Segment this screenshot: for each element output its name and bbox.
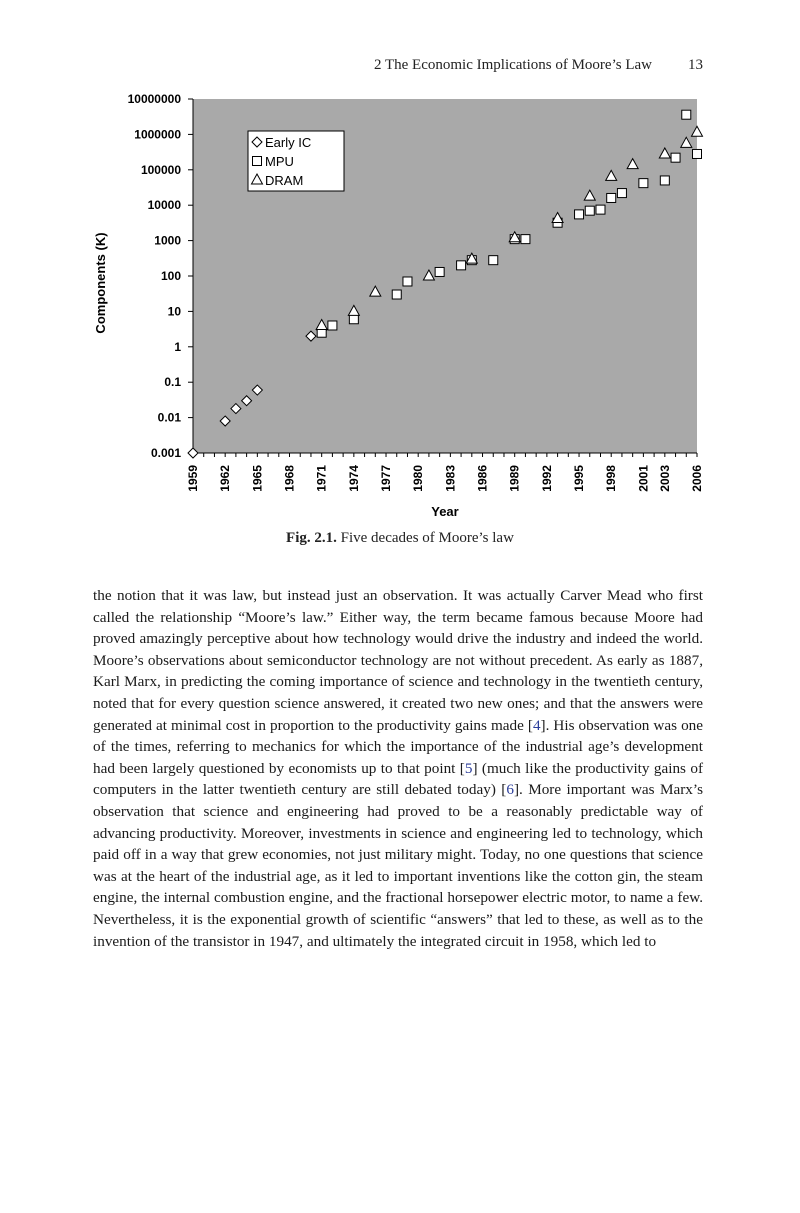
x-tick-label: 1974 bbox=[346, 465, 361, 492]
y-tick-label: 10000 bbox=[147, 198, 181, 213]
body-text-1: the notion that it was law, but instead just an observation. It was actually Carver Mead who first called the relationship “Moore’s law.” Either way, the term became famous because Moore had proved amazingly perceptive about how technology would drive the industry and indeed the world. Moore’s observations about semiconductor technology are not without precedent. As early as 1887, Karl Marx, in predicting the coming importance of science and technology in the twentieth century, noted that for every question science answered, it created two new ones; and that the answers were generated at minimal cost in proportion to the productivity gains made [ bbox=[93, 587, 703, 734]
x-tick-label: 1968 bbox=[282, 465, 297, 492]
x-axis-label: Year bbox=[431, 504, 459, 519]
citation-link-6[interactable]: 6 bbox=[506, 781, 514, 799]
body-text-3: ] (much like the productivity gains of computers in the latter twentieth century are still debated today) [ bbox=[93, 759, 703, 799]
figure-caption bbox=[0, 530, 800, 547]
mpu-point bbox=[639, 179, 648, 188]
x-tick-label: 1992 bbox=[539, 465, 554, 492]
x-tick-label: 1977 bbox=[379, 465, 394, 492]
y-tick-label: 100000 bbox=[140, 162, 181, 177]
mpu-point bbox=[349, 315, 358, 324]
y-tick-label: 1000000 bbox=[134, 127, 181, 142]
moores-law-chart bbox=[0, 0, 800, 525]
body-text-2: ]. His observation was one of the times, referring to mechanics for which the importance of the industrial age’s development had been largely questioned by economists up to that point [ bbox=[93, 716, 704, 777]
body-paragraph bbox=[93, 585, 703, 952]
y-axis-label: Components (K) bbox=[93, 232, 108, 334]
mpu-point bbox=[575, 210, 584, 219]
mpu-point bbox=[693, 149, 702, 158]
x-tick-label: 1962 bbox=[218, 465, 233, 492]
y-tick-label: 10 bbox=[167, 304, 181, 319]
mpu-point bbox=[435, 267, 444, 276]
x-tick-label: 1989 bbox=[507, 465, 522, 492]
mpu-point bbox=[607, 193, 616, 202]
mpu-point bbox=[596, 205, 605, 214]
x-tick-label: 1980 bbox=[411, 465, 426, 492]
y-tick-label: 100 bbox=[160, 269, 181, 283]
y-tick-label: 0.1 bbox=[164, 375, 181, 390]
x-tick-label: 1965 bbox=[250, 465, 265, 492]
page-number: 13 bbox=[688, 57, 703, 73]
y-tick-label: 10000000 bbox=[127, 92, 181, 106]
chapter-title: 2 The Economic Implications of Moore’s Law bbox=[374, 57, 652, 73]
mpu-point bbox=[617, 189, 626, 198]
mpu-point bbox=[671, 153, 680, 162]
y-tick-label: 0.001 bbox=[150, 446, 181, 460]
mpu-point bbox=[457, 261, 466, 270]
legend-entry: MPU bbox=[265, 154, 294, 169]
legend-marker bbox=[253, 157, 262, 166]
mpu-point bbox=[403, 277, 412, 286]
x-tick-label: 1998 bbox=[604, 465, 619, 492]
figure-caption-text: Five decades of Moore’s law bbox=[340, 530, 514, 546]
x-tick-label: 1959 bbox=[186, 465, 200, 492]
y-tick-label: 1 bbox=[174, 339, 181, 354]
mpu-point bbox=[682, 110, 691, 119]
legend-entry: DRAM bbox=[265, 173, 304, 188]
citation-link-4[interactable]: 4 bbox=[532, 716, 541, 734]
y-tick-label: 1000 bbox=[154, 233, 181, 248]
mpu-point bbox=[392, 290, 401, 299]
x-tick-label: 2006 bbox=[690, 465, 704, 492]
mpu-point bbox=[489, 256, 498, 265]
x-tick-label: 2001 bbox=[636, 465, 651, 492]
x-tick-label: 1971 bbox=[314, 465, 329, 492]
x-tick-label: 1983 bbox=[443, 465, 458, 492]
mpu-point bbox=[585, 206, 594, 215]
x-tick-label: 1986 bbox=[475, 465, 490, 492]
citation-link-5[interactable]: 5 bbox=[464, 759, 473, 777]
x-tick-label: 2003 bbox=[657, 465, 672, 492]
mpu-point bbox=[660, 176, 669, 185]
body-text-4: ]. More important was Marx’s observation that science and engineering had proved to be a reasonably predictable way of advancing productivity. Moreover, investments in science and engineering led to technology, which paid off in a way that grew economies, not just military might. Today, no one questions that science was at the heart of the industrial age, as it led to important inventions like the cotton gin, the steam engine, the internal combustion engine, and the fractional horsepower electric motor, to name a few. Nevertheless, it is the exponential growth of scientific “answers” that led to these, as well as to the invention of the transistor in 1947, and ultimately the integrated circuit in 1958, which led to bbox=[93, 781, 704, 950]
mpu-point bbox=[328, 321, 337, 330]
x-tick-label: 1995 bbox=[572, 465, 587, 492]
mpu-point bbox=[521, 235, 530, 244]
y-tick-label: 0.01 bbox=[157, 410, 181, 425]
legend-entry: Early IC bbox=[265, 135, 312, 150]
figure-label: Fig. 2.1. bbox=[286, 530, 337, 546]
